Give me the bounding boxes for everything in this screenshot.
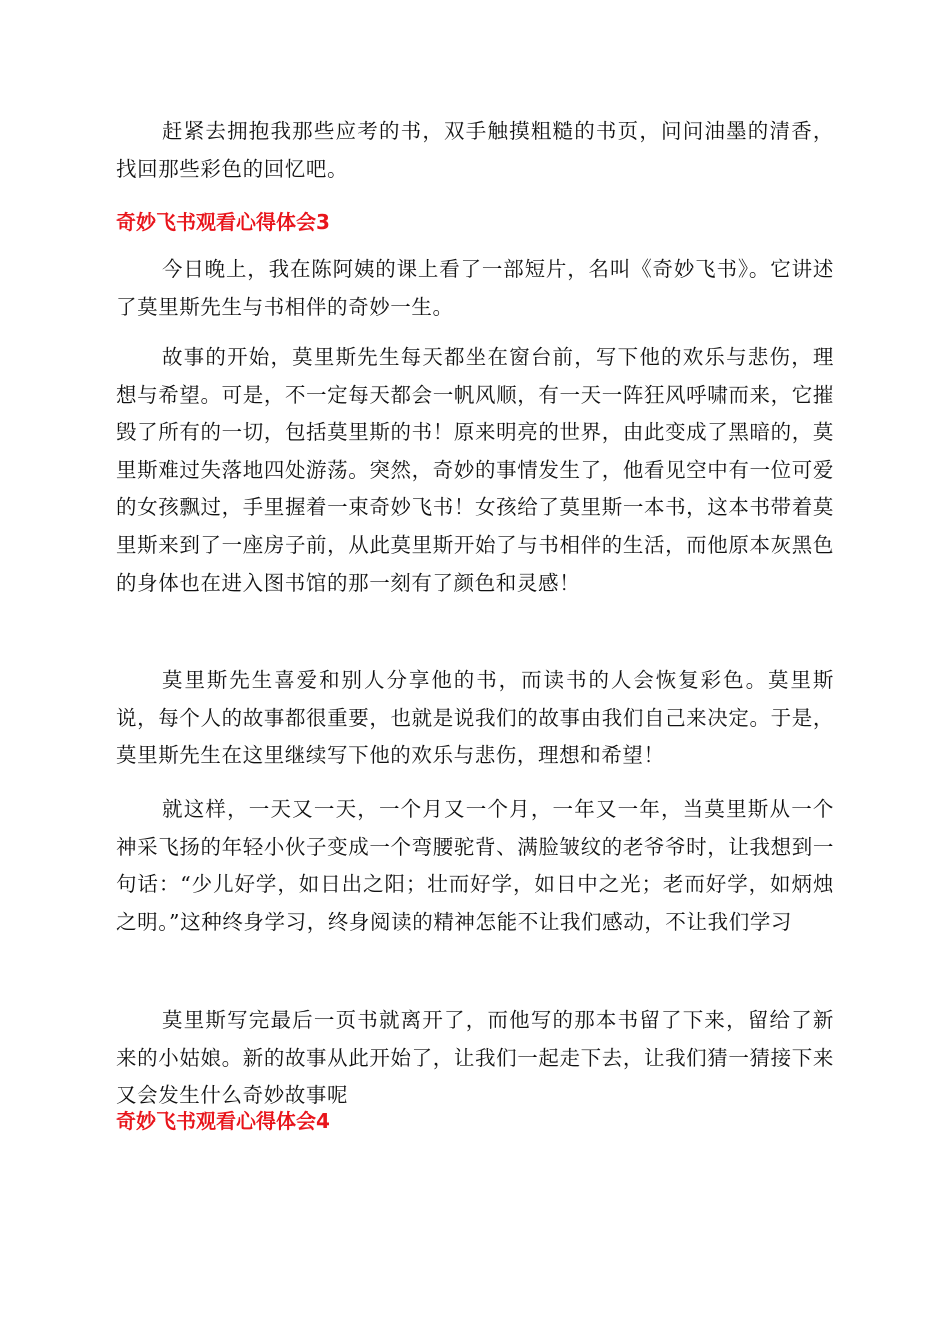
paragraph-intro: 赶紧去拥抱我那些应考的书，双手触摸粗糙的书页，问问油墨的清香，找回那些彩色的回忆吧。 — [116, 119, 834, 181]
paragraph-1: 今日晚上，我在陈阿姨的课上看了一部短片，名叫《奇妙飞书》。它讲述了莫里斯先生与书相伴的奇妙一生。 — [116, 257, 834, 319]
section-heading-4: 奇妙飞书观看心得体会4 — [116, 1109, 330, 1133]
paragraph-2: 故事的开始，莫里斯先生每天都坐在窗台前，写下他的欢乐与悲伤，理想与希望。可是，不一定每天都会一帆风顺，有一天一阵狂风呼啸而来，它摧毁了所有的一切，包括莫里斯的书！原来明亮的世界，由此变成了黑暗的，莫里斯难过失落地四处游荡。突然，奇妙的事情发生了，他看见空中有一位可爱的女孩飘过，手里握着一束奇妙飞书！女孩给了莫里斯一本书，这本书带着莫里斯来到了一座房子前，从此莫里斯开始了与书相伴的生活，而他原本灰黑色的身体也在进入图书馆的那一刻有了颜色和灵感！ — [116, 345, 834, 595]
paragraph-3: 莫里斯先生喜爱和别人分享他的书，而读书的人会恢复彩色。莫里斯说，每个人的故事都很重要，也就是说我们的故事由我们自己来决定。于是，莫里斯先生在这里继续写下他的欢乐与悲伤，理想和希望！ — [116, 668, 834, 768]
section-heading-3: 奇妙飞书观看心得体会3 — [116, 210, 330, 234]
paragraph-5: 莫里斯写完最后一页书就离开了，而他写的那本书留了下来，留给了新来的小姑娘。新的故事从此开始了，让我们一起走下去，让我们猜一猜接下来又会发生什么奇妙故事呢 — [116, 1008, 834, 1108]
paragraph-4: 就这样，一天又一天，一个月又一个月，一年又一年，当莫里斯从一个神采飞扬的年轻小伙子变成一个弯腰驼背、满脸皱纹的老爷爷时，让我想到一句话：“少儿好学，如日出之阳；壮而好学，如日中之光；老而好学，如炳烛之明。”这种终身学习，终身阅读的精神怎能不让我们感动，不让我们学习 — [116, 797, 834, 934]
